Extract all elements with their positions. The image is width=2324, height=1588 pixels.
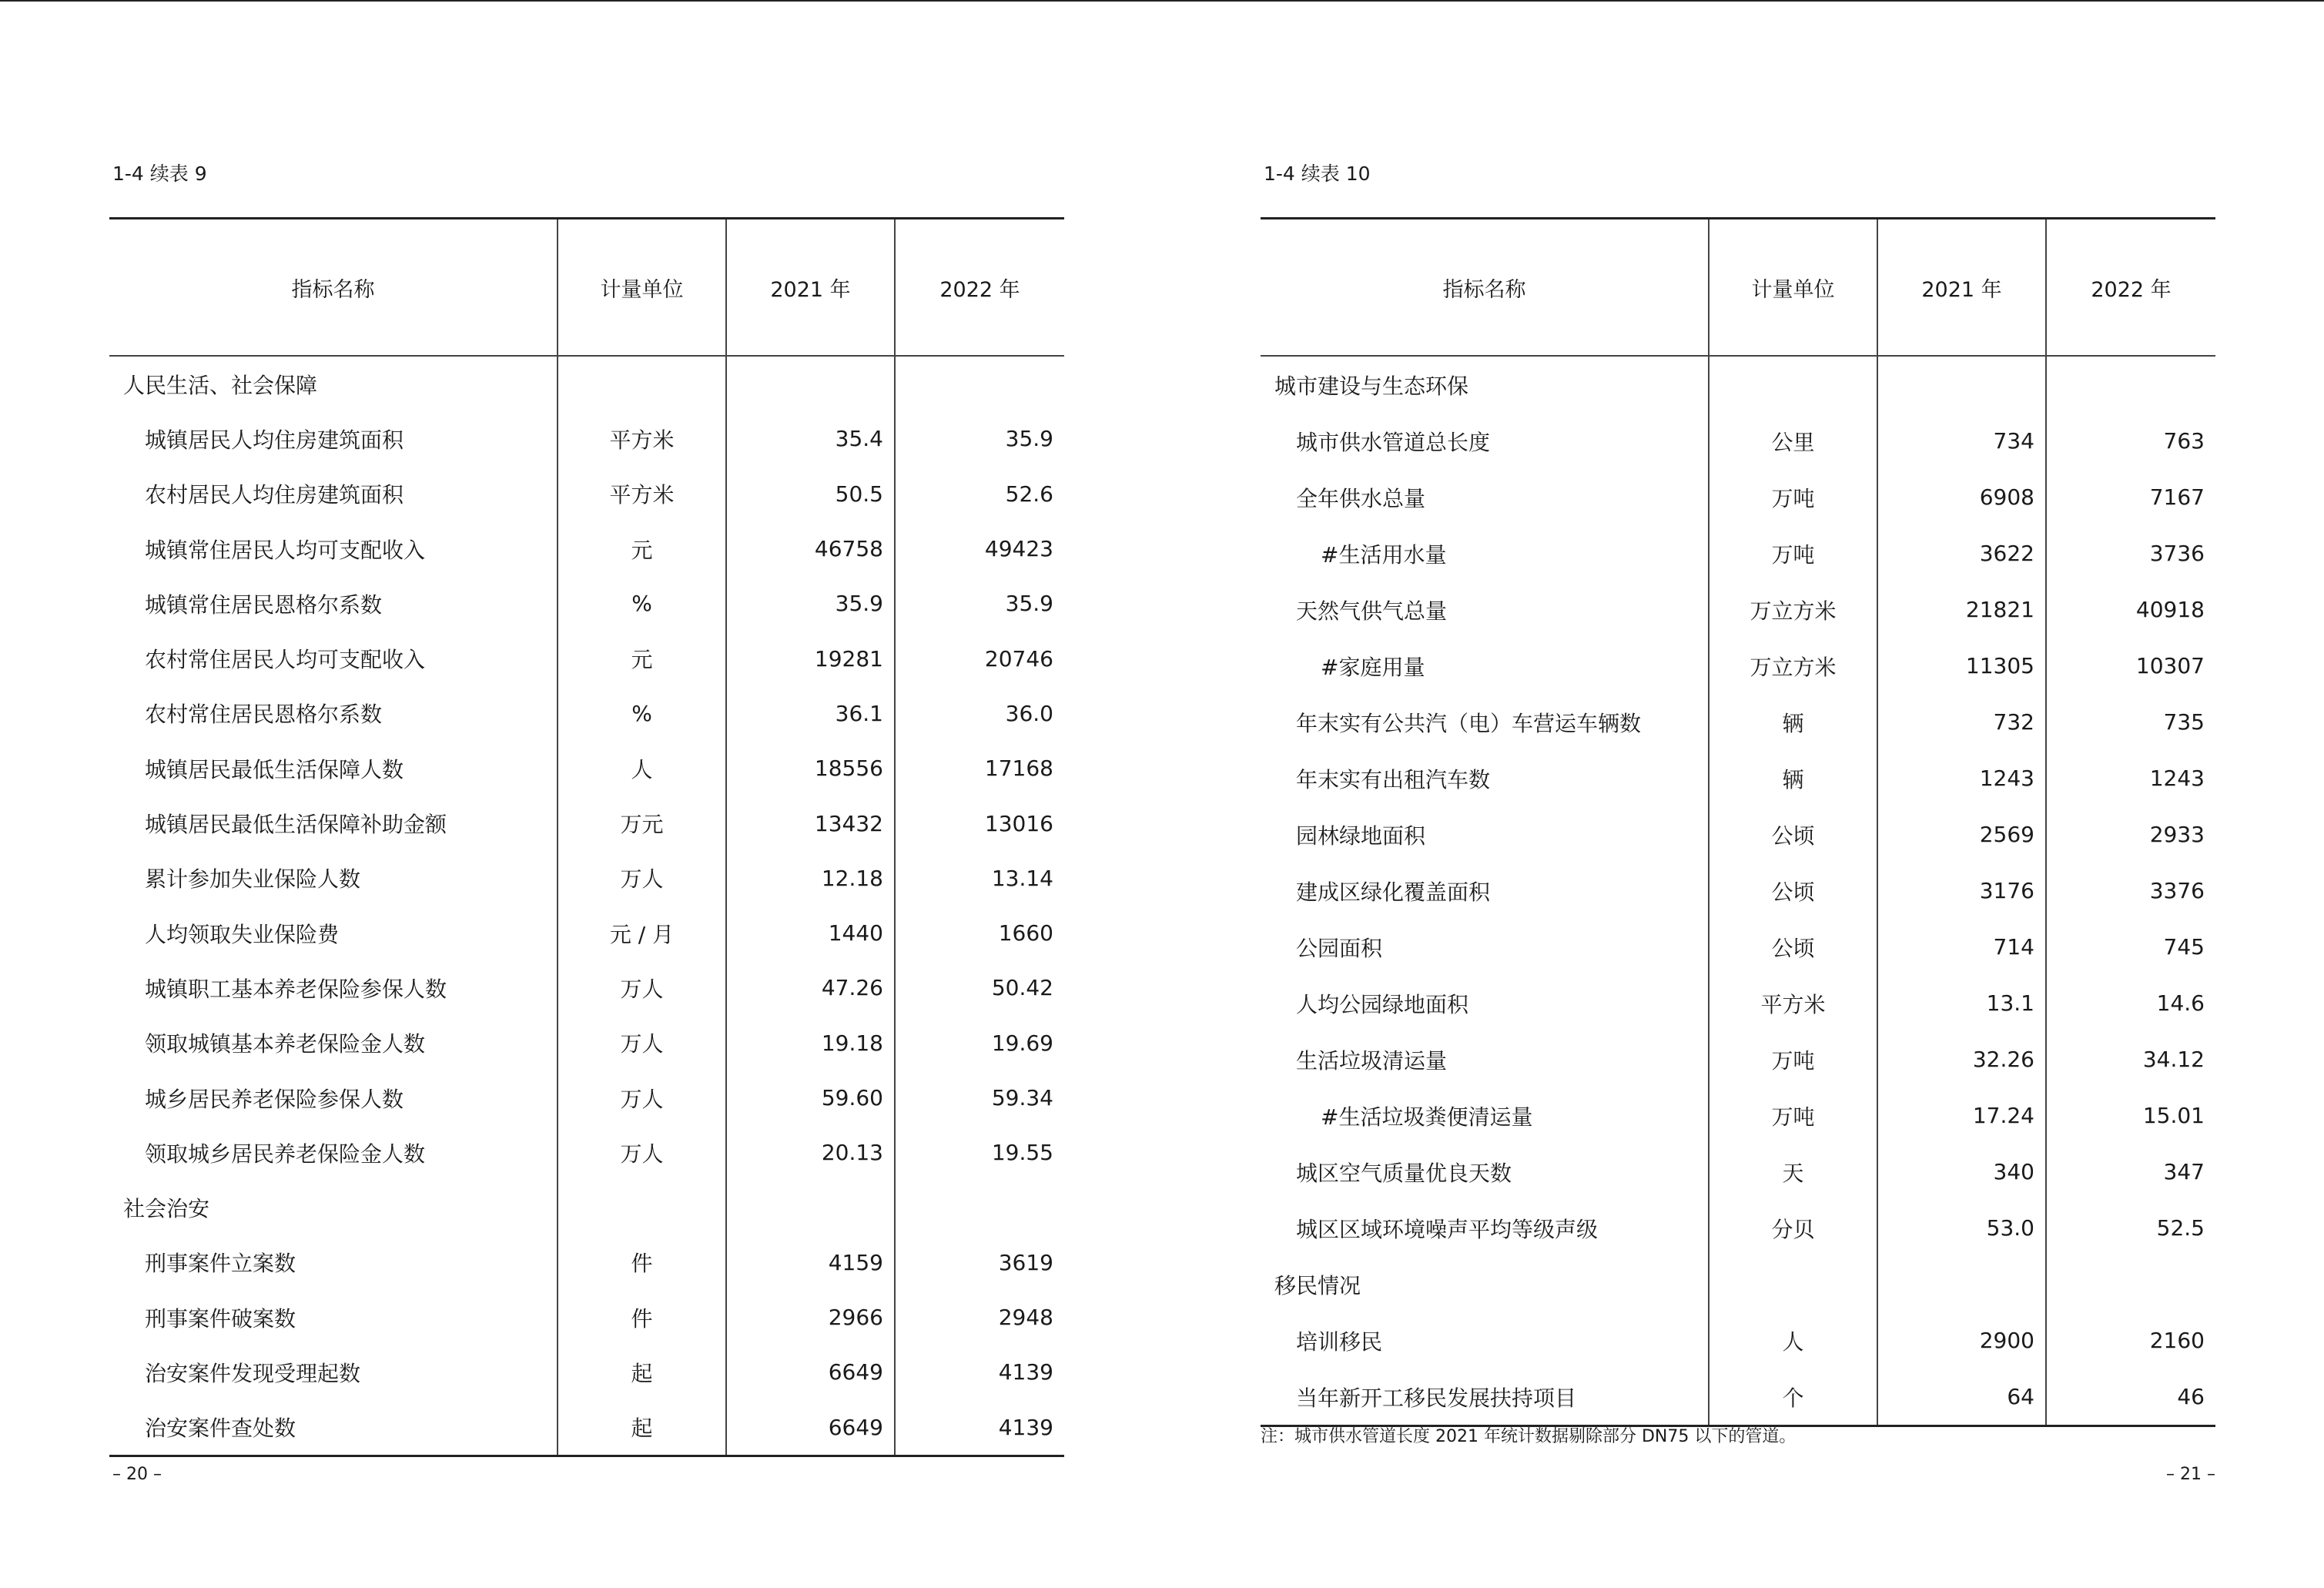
row-value-2022: 19.55 (895, 1125, 1064, 1180)
table-row (1261, 1369, 2215, 1426)
row-indicator-name: #生活用水量 (1321, 541, 1447, 568)
section-header-row (1261, 1256, 2215, 1312)
top-border-line (0, 0, 2324, 2)
row-value-2022: 34.12 (2046, 1031, 2215, 1087)
row-value-2022: 2933 (2046, 806, 2215, 863)
row-value-2022 (2046, 356, 2215, 413)
row-value-2022: 2160 (2046, 1312, 2215, 1369)
row-value-2022: 10307 (2046, 638, 2215, 694)
row-indicator-name: 人均公园绿地面积 (1296, 991, 1469, 1017)
table-footnote: 注：城市供水管道长度 2021 年统计数据剔除部分 DN75 以下的管道。 (1261, 1427, 1797, 1446)
row-unit: 公顷 (1709, 863, 1877, 919)
row-value-2021: 340 (1877, 1144, 2046, 1200)
row-indicator-name: 全年供水总量 (1296, 485, 1426, 511)
row-unit: 平方米 (558, 411, 726, 466)
row-value-2022: 50.42 (895, 960, 1064, 1015)
page-number: – 21 – (2166, 1465, 2215, 1484)
row-value-2021: 1243 (1877, 750, 2046, 806)
table-row (1261, 750, 2215, 806)
row-value-2022 (895, 356, 1064, 411)
row-value-2021: 6649 (726, 1400, 895, 1456)
row-unit: 万吨 (1709, 1087, 1877, 1144)
row-unit: 万元 (558, 796, 726, 850)
table-row (109, 631, 1064, 685)
row-value-2022: 2948 (895, 1290, 1064, 1345)
table-row (1261, 806, 2215, 863)
row-value-2022: 13.14 (895, 851, 1064, 906)
table-header-row (109, 219, 1064, 357)
row-value-2022: 1243 (2046, 750, 2215, 806)
header-unit: 计量单位 (558, 219, 726, 357)
row-unit: 辆 (1709, 694, 1877, 750)
row-unit: 起 (558, 1400, 726, 1456)
row-value-2022: 52.6 (895, 467, 1064, 521)
row-unit: 万人 (558, 960, 726, 1015)
table-row (1261, 581, 2215, 638)
row-unit: 辆 (1709, 750, 1877, 806)
row-value-2021: 4159 (726, 1235, 895, 1290)
row-indicator-name: 城镇常住居民恩格尔系数 (145, 591, 383, 618)
row-unit: 元 / 月 (558, 906, 726, 960)
row-unit: 公顷 (1709, 919, 1877, 975)
row-unit: 万人 (558, 851, 726, 906)
table-row (1261, 638, 2215, 694)
row-unit: 平方米 (558, 467, 726, 521)
table-row (1261, 694, 2215, 750)
row-value-2021: 19281 (726, 631, 895, 685)
row-indicator-name: #家庭用量 (1321, 654, 1425, 680)
header-indicator-name: 指标名称 (1261, 219, 1709, 357)
row-unit: 平方米 (1709, 975, 1877, 1031)
row-indicator-name: 园林绿地面积 (1296, 822, 1426, 849)
row-value-2021: 13432 (726, 796, 895, 850)
row-indicator-name: 刑事案件破案数 (145, 1305, 296, 1332)
row-value-2021: 13.1 (1877, 975, 2046, 1031)
row-value-2021: 17.24 (1877, 1087, 2046, 1144)
row-unit: 人 (1709, 1312, 1877, 1369)
row-value-2022: 19.69 (895, 1016, 1064, 1070)
header-2022: 2022 年 (895, 219, 1064, 357)
header-2022: 2022 年 (2046, 219, 2215, 357)
row-indicator-name: 领取城镇基本养老保险金人数 (145, 1031, 426, 1057)
row-value-2021 (726, 356, 895, 411)
row-value-2022: 14.6 (2046, 975, 2215, 1031)
table-row (1261, 863, 2215, 919)
row-indicator-name: 当年新开工移民发展扶持项目 (1296, 1385, 1577, 1411)
row-value-2021: 35.9 (726, 576, 895, 631)
row-indicator-name: 累计参加失业保险人数 (145, 866, 361, 893)
row-indicator-name: 年末实有公共汽（电）车营运车辆数 (1296, 710, 1642, 736)
table-row (109, 1235, 1064, 1290)
table-header-row (1261, 219, 2215, 357)
table-row (109, 796, 1064, 850)
table-title: 1-4 续表 10 (1264, 162, 1371, 185)
row-unit: 万吨 (1709, 469, 1877, 525)
section-header-row (109, 1180, 1064, 1235)
row-indicator-name: 领取城乡居民养老保险金人数 (145, 1141, 426, 1167)
row-value-2022: 40918 (2046, 581, 2215, 638)
row-value-2021: 50.5 (726, 467, 895, 521)
row-unit: 万立方米 (1709, 581, 1877, 638)
table-row (109, 467, 1064, 521)
row-value-2021: 3176 (1877, 863, 2046, 919)
row-unit: 起 (558, 1345, 726, 1399)
row-indicator-name: 农村居民人均住房建筑面积 (145, 482, 404, 508)
row-value-2022: 763 (2046, 413, 2215, 469)
row-indicator-name: 刑事案件立案数 (145, 1251, 296, 1277)
row-unit: 公里 (1709, 413, 1877, 469)
row-value-2022: 4139 (895, 1400, 1064, 1456)
table-row (109, 1290, 1064, 1345)
row-value-2021: 59.60 (726, 1070, 895, 1125)
statistics-table (1261, 217, 2215, 1427)
table-row (109, 906, 1064, 960)
row-value-2021: 47.26 (726, 960, 895, 1015)
header-2021: 2021 年 (726, 219, 895, 357)
row-unit (558, 1180, 726, 1235)
row-value-2022: 3376 (2046, 863, 2215, 919)
row-value-2022: 17168 (895, 741, 1064, 796)
table-row (109, 521, 1064, 576)
row-indicator-name: 城区区域环境噪声平均等级声级 (1296, 1216, 1599, 1242)
row-value-2022: 49423 (895, 521, 1064, 576)
table-row (1261, 919, 2215, 975)
table-row (109, 960, 1064, 1015)
row-value-2021: 2569 (1877, 806, 2046, 863)
row-unit: 分贝 (1709, 1200, 1877, 1256)
table-row (1261, 1144, 2215, 1200)
row-indicator-name: 农村常住居民人均可支配收入 (145, 647, 426, 673)
row-unit: 万吨 (1709, 525, 1877, 581)
row-unit (1709, 356, 1877, 413)
row-value-2022: 36.0 (895, 686, 1064, 741)
row-unit: 天 (1709, 1144, 1877, 1200)
row-value-2021: 6649 (726, 1345, 895, 1399)
table-row (1261, 469, 2215, 525)
row-value-2021 (1877, 1256, 2046, 1312)
row-indicator-name: 人民生活、社会保障 (123, 372, 318, 398)
row-value-2021: 12.18 (726, 851, 895, 906)
row-value-2021: 46758 (726, 521, 895, 576)
row-indicator-name: 城市供水管道总长度 (1296, 429, 1491, 455)
row-unit: 人 (558, 741, 726, 796)
row-indicator-name: 城市建设与生态环保 (1274, 373, 1469, 399)
table-row (109, 1400, 1064, 1456)
row-indicator-name: 城镇职工基本养老保险参保人数 (145, 976, 447, 1002)
row-value-2021 (1877, 356, 2046, 413)
table-row (1261, 1200, 2215, 1256)
row-value-2022: 52.5 (2046, 1200, 2215, 1256)
table-row (109, 851, 1064, 906)
row-indicator-name: 社会治安 (123, 1196, 210, 1222)
row-value-2022 (2046, 1256, 2215, 1312)
table-row (1261, 1087, 2215, 1144)
row-value-2021: 1440 (726, 906, 895, 960)
row-value-2022: 745 (2046, 919, 2215, 975)
row-value-2022 (895, 1180, 1064, 1235)
table-row (109, 1016, 1064, 1070)
row-indicator-name: 年末实有出租汽车数 (1296, 766, 1491, 792)
row-indicator-name: 城镇居民最低生活保障补助金额 (145, 812, 447, 838)
row-indicator-name: 天然气供气总量 (1296, 598, 1448, 624)
row-indicator-name: 培训移民 (1296, 1328, 1383, 1355)
row-unit: 个 (1709, 1369, 1877, 1426)
table-row (1261, 975, 2215, 1031)
row-unit (558, 356, 726, 411)
row-value-2022: 46 (2046, 1369, 2215, 1426)
row-value-2021: 32.26 (1877, 1031, 2046, 1087)
row-value-2021 (726, 1180, 895, 1235)
row-unit: 万人 (558, 1016, 726, 1070)
section-header-row (109, 356, 1064, 411)
header-indicator-name: 指标名称 (109, 219, 558, 357)
row-value-2021: 734 (1877, 413, 2046, 469)
row-unit: 万立方米 (1709, 638, 1877, 694)
table-row (109, 1125, 1064, 1180)
table-row (109, 1345, 1064, 1399)
row-value-2022: 7167 (2046, 469, 2215, 525)
row-indicator-name: 建成区绿化覆盖面积 (1296, 879, 1491, 905)
row-unit: % (558, 576, 726, 631)
row-value-2022: 3619 (895, 1235, 1064, 1290)
row-unit: % (558, 686, 726, 741)
row-value-2021: 64 (1877, 1369, 2046, 1426)
row-value-2021: 35.4 (726, 411, 895, 466)
table-row (109, 576, 1064, 631)
row-value-2021: 53.0 (1877, 1200, 2046, 1256)
row-unit: 公顷 (1709, 806, 1877, 863)
row-indicator-name: #生活垃圾粪便清运量 (1321, 1104, 1533, 1130)
row-value-2022: 1660 (895, 906, 1064, 960)
table-row (109, 741, 1064, 796)
row-indicator-name: 城乡居民养老保险参保人数 (145, 1086, 404, 1112)
row-value-2021: 11305 (1877, 638, 2046, 694)
row-value-2022: 13016 (895, 796, 1064, 850)
row-unit: 万人 (558, 1125, 726, 1180)
row-value-2021: 2966 (726, 1290, 895, 1345)
row-unit: 万人 (558, 1070, 726, 1125)
row-indicator-name: 治安案件发现受理起数 (145, 1360, 361, 1386)
row-value-2022: 4139 (895, 1345, 1064, 1399)
row-value-2021: 36.1 (726, 686, 895, 741)
row-indicator-name: 生活垃圾清运量 (1296, 1047, 1448, 1074)
row-indicator-name: 移民情况 (1274, 1272, 1361, 1298)
row-value-2022: 15.01 (2046, 1087, 2215, 1144)
row-indicator-name: 治安案件查处数 (145, 1415, 296, 1442)
row-value-2021: 732 (1877, 694, 2046, 750)
table-row (109, 686, 1064, 741)
row-indicator-name: 公园面积 (1296, 935, 1383, 961)
row-value-2021: 2900 (1877, 1312, 2046, 1369)
row-value-2022: 20746 (895, 631, 1064, 685)
row-unit: 元 (558, 521, 726, 576)
row-indicator-name: 城镇常住居民人均可支配收入 (145, 537, 426, 563)
row-unit: 件 (558, 1290, 726, 1345)
section-header-row (1261, 356, 2215, 413)
row-value-2021: 20.13 (726, 1125, 895, 1180)
row-unit (1709, 1256, 1877, 1312)
row-value-2021: 6908 (1877, 469, 2046, 525)
row-indicator-name: 城区空气质量优良天数 (1296, 1160, 1512, 1186)
row-value-2021: 21821 (1877, 581, 2046, 638)
header-2021: 2021 年 (1877, 219, 2046, 357)
row-value-2021: 714 (1877, 919, 2046, 975)
row-value-2021: 18556 (726, 741, 895, 796)
table-row (109, 411, 1064, 466)
row-value-2021: 19.18 (726, 1016, 895, 1070)
row-unit: 元 (558, 631, 726, 685)
row-value-2022: 35.9 (895, 576, 1064, 631)
row-value-2022: 35.9 (895, 411, 1064, 466)
row-indicator-name: 城镇居民人均住房建筑面积 (145, 427, 404, 453)
row-unit: 万吨 (1709, 1031, 1877, 1087)
table-row (1261, 1312, 2215, 1369)
table-row (1261, 413, 2215, 469)
page-number: – 20 – (112, 1465, 162, 1484)
row-indicator-name: 人均领取失业保险费 (145, 921, 340, 947)
row-value-2022: 3736 (2046, 525, 2215, 581)
table-title: 1-4 续表 9 (112, 162, 207, 185)
table-row (1261, 1031, 2215, 1087)
row-value-2022: 735 (2046, 694, 2215, 750)
statistics-table (109, 217, 1064, 1457)
header-unit: 计量单位 (1709, 219, 1877, 357)
row-value-2021: 3622 (1877, 525, 2046, 581)
table-row (109, 1070, 1064, 1125)
row-unit: 件 (558, 1235, 726, 1290)
row-value-2022: 59.34 (895, 1070, 1064, 1125)
row-value-2022: 347 (2046, 1144, 2215, 1200)
row-indicator-name: 城镇居民最低生活保障人数 (145, 756, 404, 782)
table-row (1261, 525, 2215, 581)
row-indicator-name: 农村常住居民恩格尔系数 (145, 702, 383, 728)
